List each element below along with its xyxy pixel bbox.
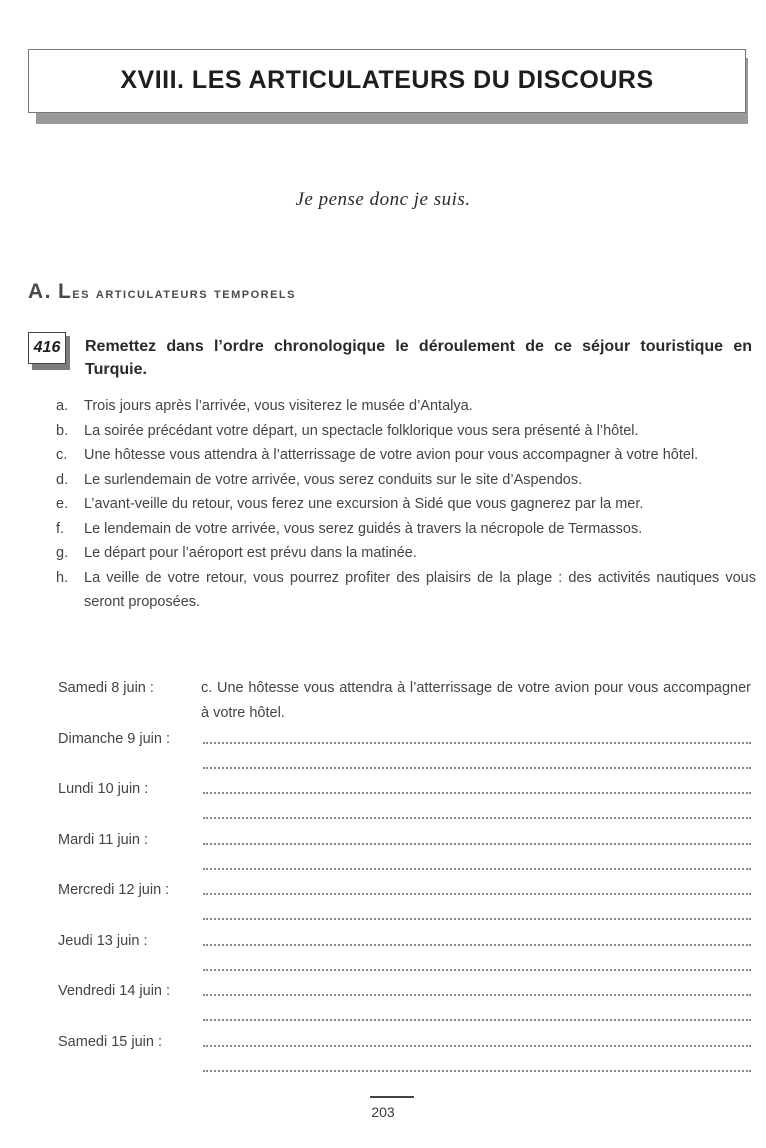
schedule-row xyxy=(58,1030,758,1081)
exercise-items xyxy=(56,394,756,615)
answer-line[interactable] xyxy=(203,968,751,971)
item-letter: d. xyxy=(56,471,69,488)
answer-line[interactable] xyxy=(203,1044,751,1047)
answer-schedule xyxy=(58,676,758,1080)
answer-line[interactable] xyxy=(203,892,751,895)
item-text: Une hôtesse vous attendra à l’atterrissage de votre avion pour vous accompagner à votre hôtel. xyxy=(84,447,699,463)
schedule-row xyxy=(58,878,758,929)
day-label: Vendredi 14 juin : xyxy=(58,983,171,999)
section-title-rest: es articulateurs temporels xyxy=(72,285,296,302)
schedule-row xyxy=(58,828,758,879)
item-text: Trois jours après l’arrivée, vous visiterez le musée d’Antalya. xyxy=(84,398,473,414)
schedule-row xyxy=(58,979,758,1030)
chapter-title: XVIII. LES ARTICULATEURS DU DISCOURS xyxy=(120,66,654,94)
day-label: Mardi 11 juin : xyxy=(58,831,148,848)
item-text: L’avant-veille du retour, vous ferez une excursion à Sidé que vous gagnerez par la mer. xyxy=(84,496,644,512)
list-item xyxy=(56,468,756,493)
exercise-badge xyxy=(28,332,66,364)
item-text: La veille de votre retour, vous pourrez profiter des plaisirs de la plage : des activités nautiques vous seront proposées. xyxy=(84,569,756,610)
day-label: Dimanche 9 juin : xyxy=(58,730,171,747)
list-item xyxy=(56,443,756,468)
exercise-number: 416 xyxy=(33,339,61,356)
schedule-row xyxy=(58,676,758,727)
item-text: Le lendemain de votre arrivée, vous serez guidés à travers la nécropole de Termassos. xyxy=(84,520,643,537)
section-heading xyxy=(28,280,296,304)
list-item xyxy=(56,492,756,517)
answer-line[interactable] xyxy=(203,1069,751,1072)
section-first-letter: L xyxy=(57,280,73,303)
answer-line[interactable] xyxy=(203,993,751,996)
answer-line[interactable] xyxy=(203,791,751,794)
page-number: 203 xyxy=(371,1104,395,1120)
answer-line[interactable] xyxy=(203,917,751,920)
item-letter: e. xyxy=(56,496,69,512)
answer-line[interactable] xyxy=(203,766,751,769)
section-letter: A. xyxy=(28,280,52,303)
answer-line[interactable] xyxy=(203,867,751,870)
day-label: Mercredi 12 juin : xyxy=(58,882,170,898)
answer-line[interactable] xyxy=(203,1018,751,1021)
item-letter: f. xyxy=(56,520,65,537)
day-label: Samedi 8 juin : xyxy=(58,680,154,696)
day-label: Lundi 10 juin : xyxy=(58,781,149,797)
day-label: Samedi 15 juin : xyxy=(58,1033,162,1050)
schedule-row xyxy=(58,727,758,778)
item-letter: g. xyxy=(56,545,69,561)
list-item xyxy=(56,419,756,444)
footer-rule xyxy=(370,1096,414,1098)
list-item xyxy=(56,566,756,615)
schedule-row xyxy=(58,777,758,828)
answer-line[interactable] xyxy=(203,842,751,845)
list-item xyxy=(56,541,756,566)
item-letter: b. xyxy=(56,422,69,439)
list-item xyxy=(56,517,756,542)
answer-line[interactable] xyxy=(203,741,751,744)
sample-answer: c. Une hôtesse vous attendra à l’atterrissage de votre avion pour vous accompagner à votre hôtel. xyxy=(201,680,751,721)
exercise-instruction: Remettez dans l’ordre chronologique le déroulement de ce séjour touristique en Turquie. xyxy=(85,338,752,378)
item-letter: a. xyxy=(56,398,69,414)
item-text: Le départ pour l’aéroport est prévu dans la matinée. xyxy=(84,545,417,561)
schedule-row xyxy=(58,929,758,980)
item-letter: h. xyxy=(56,569,69,586)
list-item xyxy=(56,394,756,419)
answer-line[interactable] xyxy=(203,943,751,946)
chapter-header xyxy=(28,49,746,113)
epigraph: Je pense donc je suis. xyxy=(295,189,471,210)
answer-line[interactable] xyxy=(203,816,751,819)
item-letter: c. xyxy=(56,447,68,463)
day-label: Jeudi 13 juin : xyxy=(58,932,148,949)
item-text: Le surlendemain de votre arrivée, vous serez conduits sur le site d’Aspendos. xyxy=(84,471,583,488)
item-text: La soirée précédant votre départ, un spectacle folklorique vous sera présenté à l’hôtel. xyxy=(84,422,639,439)
